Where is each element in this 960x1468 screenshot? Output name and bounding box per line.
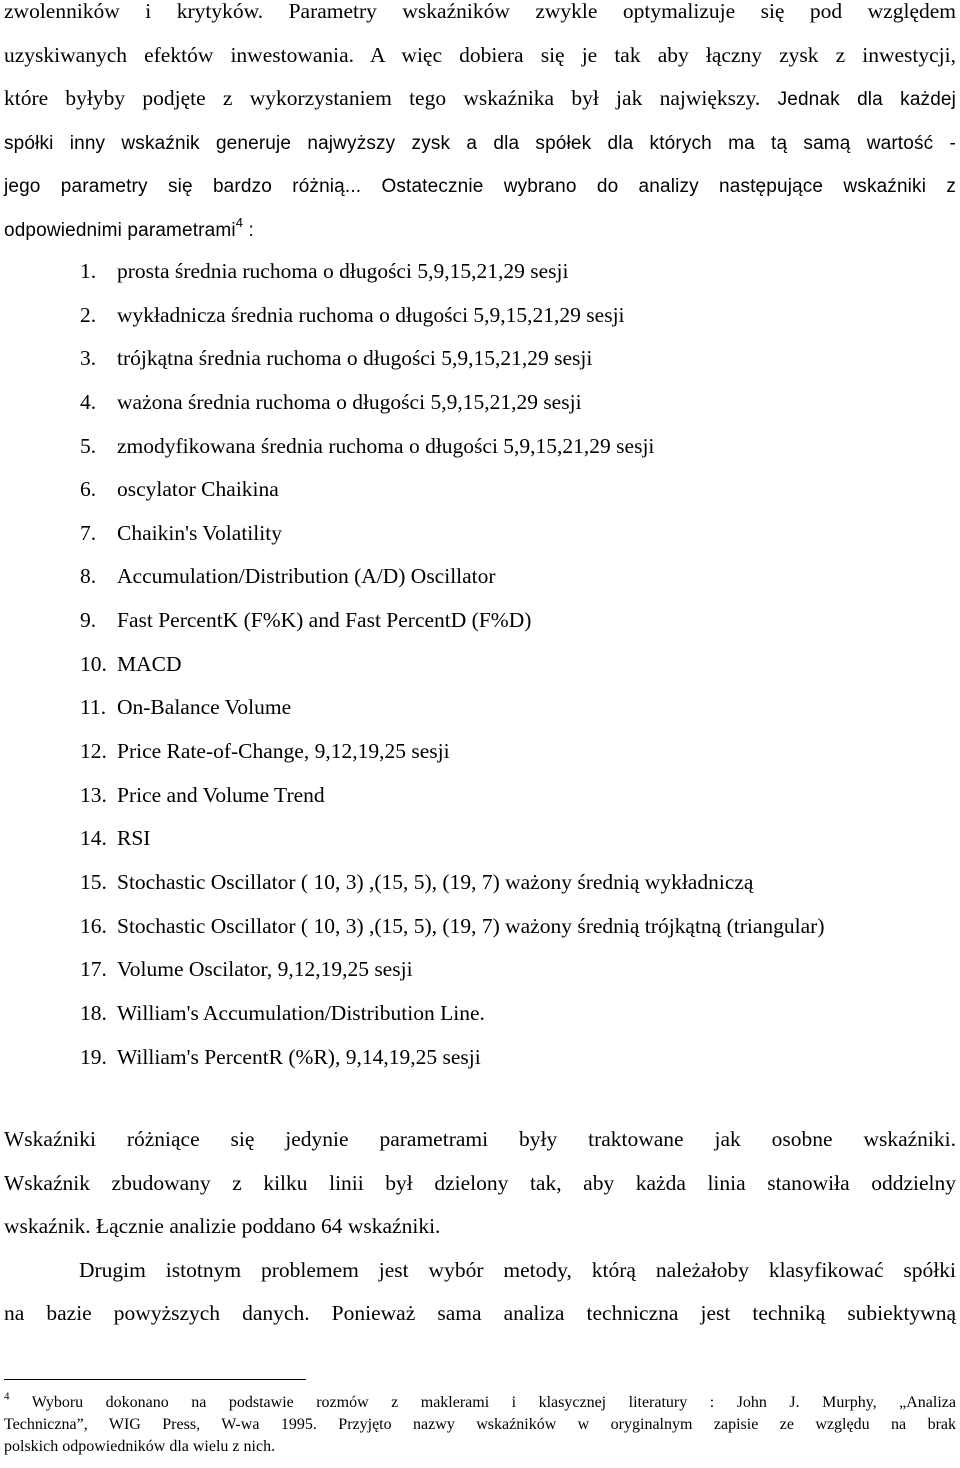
list-item-number: 3. — [80, 346, 97, 371]
list-item-number: 6. — [80, 477, 97, 502]
footnote-separator — [4, 1379, 306, 1380]
list-item-number: 15. — [80, 869, 107, 894]
list-item-number: 4. — [80, 389, 97, 414]
footnote-line: polskich odpowiedników dla wielu z nich. — [4, 1438, 276, 1455]
footnote-line: Techniczna”, WIG Press, W-wa 1995. Przyjęto nazwy wskaźników w oryginalnym zapisie ze względu na brak — [4, 1416, 956, 1433]
list-item-text: wykładnicza średnia ruchoma o długości 5,9,15,21,29 sesji — [117, 302, 625, 327]
list-item-text: RSI — [117, 826, 151, 851]
list-item-text: Accumulation/Distribution (A/D) Oscillator — [117, 564, 496, 589]
list-item-number: 19. — [80, 1044, 107, 1069]
footnote-reference: 4 — [235, 214, 244, 230]
text-line: Wskaźniki różniące się jedynie parametrami były traktowane jak osobne wskaźniki. — [4, 1127, 956, 1151]
list-item-text: Fast PercentK (F%K) and Fast PercentD (F%D) — [117, 608, 532, 633]
footnote-line — [4, 1392, 956, 1414]
list-item-number: 16. — [80, 913, 107, 938]
list-item-number: 11. — [80, 695, 107, 720]
list-item-text: ważona średnia ruchoma o długości 5,9,15,21,29 sesji — [117, 389, 582, 414]
list-item-text: William's Accumulation/Distribution Line. — [117, 1000, 485, 1025]
list-item-number: 9. — [80, 608, 97, 633]
list-item — [80, 250, 825, 294]
list-item-number: 8. — [80, 564, 97, 589]
text-line — [4, 77, 956, 122]
list-item — [80, 468, 825, 512]
list-item-number: 13. — [80, 782, 107, 807]
text-line — [4, 209, 956, 253]
list-item — [80, 1036, 825, 1080]
list-item-text: Volume Oscilator, 9,12,19,25 sesji — [117, 957, 413, 982]
footnote-marker: 4 — [4, 1390, 10, 1403]
list-item — [80, 905, 825, 949]
list-item — [80, 992, 825, 1036]
footnote — [4, 1392, 956, 1458]
list-item-number: 1. — [80, 259, 97, 283]
text-segment: odpowiednimi parametrami — [4, 219, 236, 241]
list-item — [80, 381, 825, 425]
text-line: na bazie powyższych danych. Ponieważ sama analiza techniczna jest techniką subiektywną — [4, 1301, 956, 1325]
text-line: zwolenników i krytyków. Parametry wskaźników zwykle optymalizuje się pod względem — [4, 0, 956, 23]
list-item-text: zmodyfikowana średnia ruchoma o długości 5,9,15,21,29 sesji — [117, 433, 655, 458]
list-item — [80, 774, 825, 818]
list-item-text: oscylator Chaikina — [117, 477, 279, 502]
text-line: uzyskiwanych efektów inwestowania. A więc dobiera się je tak aby łączny zysk z inwestycji, — [4, 42, 956, 67]
list-item — [80, 948, 825, 992]
list-item-number: 18. — [80, 1000, 107, 1025]
list-item-text: Stochastic Oscillator ( 10, 3) ,(15, 5), (19, 7) ważony średnią wykładniczą — [117, 869, 754, 894]
list-item-number: 7. — [80, 520, 97, 545]
list-item — [80, 294, 825, 338]
text-segment: Wyboru dokonano na podstawie rozmów z maklerami i klasycznej literatury : John J. Murphy, „Analiza — [9, 1394, 956, 1411]
list-item-text: William's PercentR (%R), 9,14,19,25 sesji — [117, 1044, 481, 1069]
list-item — [80, 425, 825, 469]
list-item-number: 2. — [80, 302, 97, 327]
list-item — [80, 861, 825, 905]
list-item-number: 10. — [80, 651, 107, 676]
text-segment: Jednak dla każdej — [777, 89, 956, 110]
list-item — [80, 599, 825, 643]
indicator-list — [80, 250, 825, 1079]
list-item — [80, 512, 825, 556]
list-item — [80, 686, 825, 730]
list-item — [80, 730, 825, 774]
list-item — [80, 555, 825, 599]
list-item — [80, 337, 825, 381]
text-line: jego parametry się bardzo różnią... Ostatecznie wybrano do analizy następujące wskaźniki z — [4, 176, 956, 197]
text-segment: : — [243, 219, 254, 241]
text-line: Drugim istotnym problemem jest wybór metody, którą należałoby klasyfikować spółki — [79, 1257, 956, 1282]
list-item-number: 14. — [80, 826, 107, 851]
list-item-number: 5. — [80, 433, 97, 458]
list-item-text: MACD — [117, 651, 182, 676]
text-line: spółki inny wskaźnik generuje najwyższy zysk a dla spółek dla których ma tą samą wartość - — [4, 132, 956, 154]
list-item-text: Chaikin's Volatility — [117, 520, 282, 545]
list-item — [80, 817, 825, 861]
list-item-text: trójkątna średnia ruchoma o długości 5,9,15,21,29 sesji — [117, 346, 593, 371]
list-item-text: prosta średnia ruchoma o długości 5,9,15,21,29 sesji — [117, 259, 569, 283]
list-item-text: Stochastic Oscillator ( 10, 3) ,(15, 5), (19, 7) ważony średnią trójkątną (triangular) — [117, 913, 825, 938]
list-item-number: 12. — [80, 739, 107, 764]
text-line: Wskaźnik zbudowany z kilku linii był dzielony tak, aby każda linia stanowiła oddzielny — [4, 1170, 956, 1195]
list-item-text: Price Rate-of-Change, 9,12,19,25 sesji — [117, 739, 450, 764]
paragraph-parameters — [4, 0, 956, 252]
text-segment: które byłyby podjęte z wykorzystaniem tego wskaźnika był jak największy. — [4, 86, 761, 110]
list-item-text: Price and Volume Trend — [117, 782, 325, 807]
text-line: wskaźnik. Łącznie analizie poddano 64 wskaźniki. — [4, 1214, 441, 1238]
paragraph-indicator-count — [4, 1118, 956, 1336]
list-item-text: On-Balance Volume — [117, 695, 292, 720]
list-item — [80, 643, 825, 687]
list-item-number: 17. — [80, 957, 107, 982]
